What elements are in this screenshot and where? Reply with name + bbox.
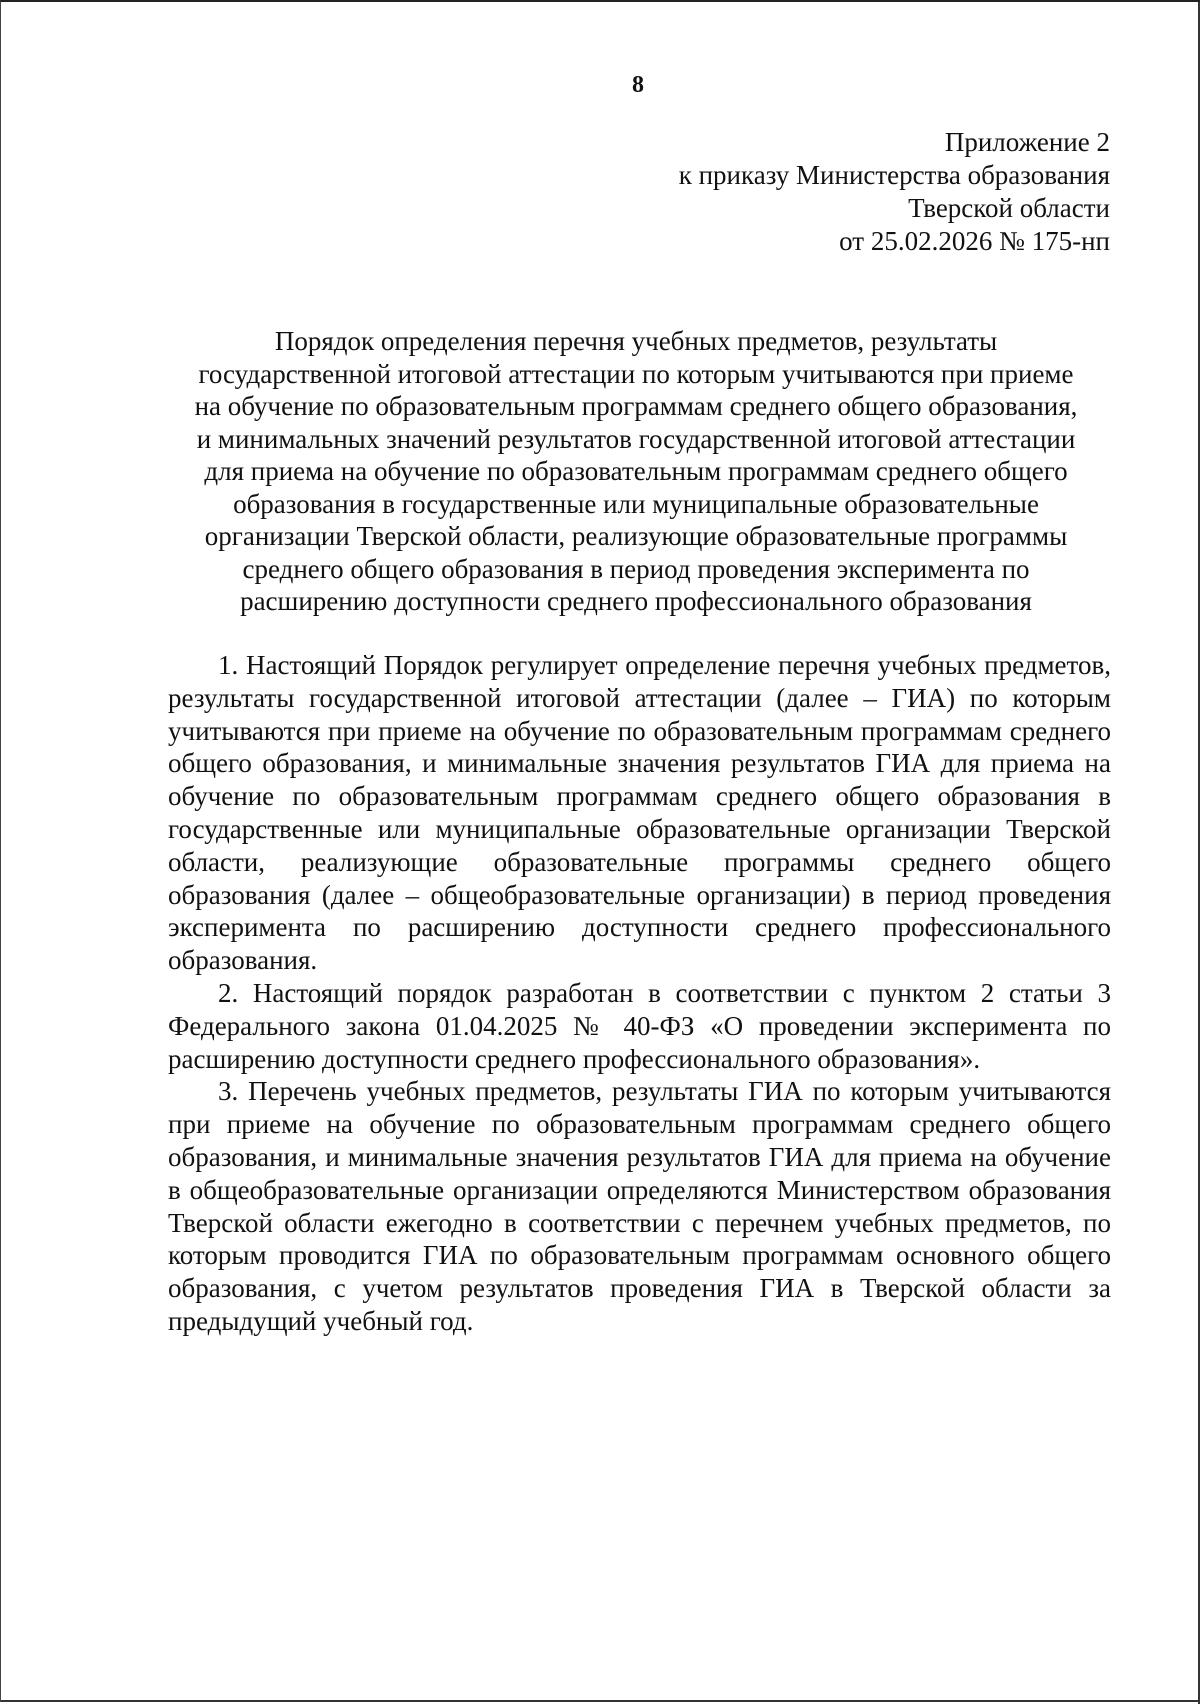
page-number: 8 (632, 72, 644, 98)
document-body (168, 649, 1111, 1338)
document-title (161, 325, 1111, 618)
title-line: Порядок определения перечня учебных предметов, результаты (274, 326, 998, 356)
paragraph-2: 2. Настоящий порядок разработан в соответствии с пунктом 2 статьи 3 Федерального закона 01.04.2025 № 40-ФЗ «О проведении эксперимента по расширению доступности среднего профессионального образования». (168, 977, 1111, 1074)
title-line: расширению доступности среднего профессионального образования (240, 586, 1032, 616)
title-line: образования в государственные или муниципальные образовательные (233, 488, 1039, 519)
title-line: государственной итоговой аттестации по которым учитываются при приеме (198, 358, 1074, 389)
title-line: организации Тверской области, реализующие образовательные программы (204, 521, 1068, 551)
title-line: среднего общего образования в период проведения эксперимента по (242, 553, 1030, 584)
appendix-line: Тверской области (908, 193, 1110, 223)
appendix-line: к приказу Министерства образования (678, 160, 1110, 190)
appendix-header (550, 126, 1110, 258)
paragraph-1: 1. Настоящий Порядок регулирует определение перечня учебных предметов, результаты государственной итоговой аттестации (далее – ГИА) по которым учитываются при приеме на обучение по образовательным программам среднего общего образования, и минимальные значения результатов ГИА для приема на обучение по образовательным программам среднего общего образования в государственные или муниципальные образовательные организации Тверской области, реализующие образовательные программы среднего общего образования (далее – общеобразовательные организации) в период проведения эксперимента по расширению доступности среднего профессионального образования. (168, 650, 1111, 976)
title-line: и минимальных значений результатов государственной итоговой аттестации (196, 423, 1076, 454)
paragraph-3: 3. Перечень учебных предметов, результаты ГИА по которым учитываются при приеме на обучение по образовательным программам среднего общего образования, и минимальные значения результатов ГИА для приема на обучение в общеобразовательные организации определяются Министерством образования Тверской области ежегодно в соответствии с перечнем учебных предметов, по которым проводится ГИА по образовательным программам основного общего образования, с учетом результатов проведения ГИА в Тверской области за предыдущий учебный год. (168, 1076, 1111, 1336)
title-line: для приема на обучение по образовательным программам среднего общего (204, 456, 1068, 486)
title-line: на обучение по образовательным программам среднего общего образования, (194, 391, 1078, 421)
appendix-line: от 25.02.2026 № 175-нп (839, 226, 1110, 256)
appendix-line: Приложение 2 (944, 127, 1110, 157)
